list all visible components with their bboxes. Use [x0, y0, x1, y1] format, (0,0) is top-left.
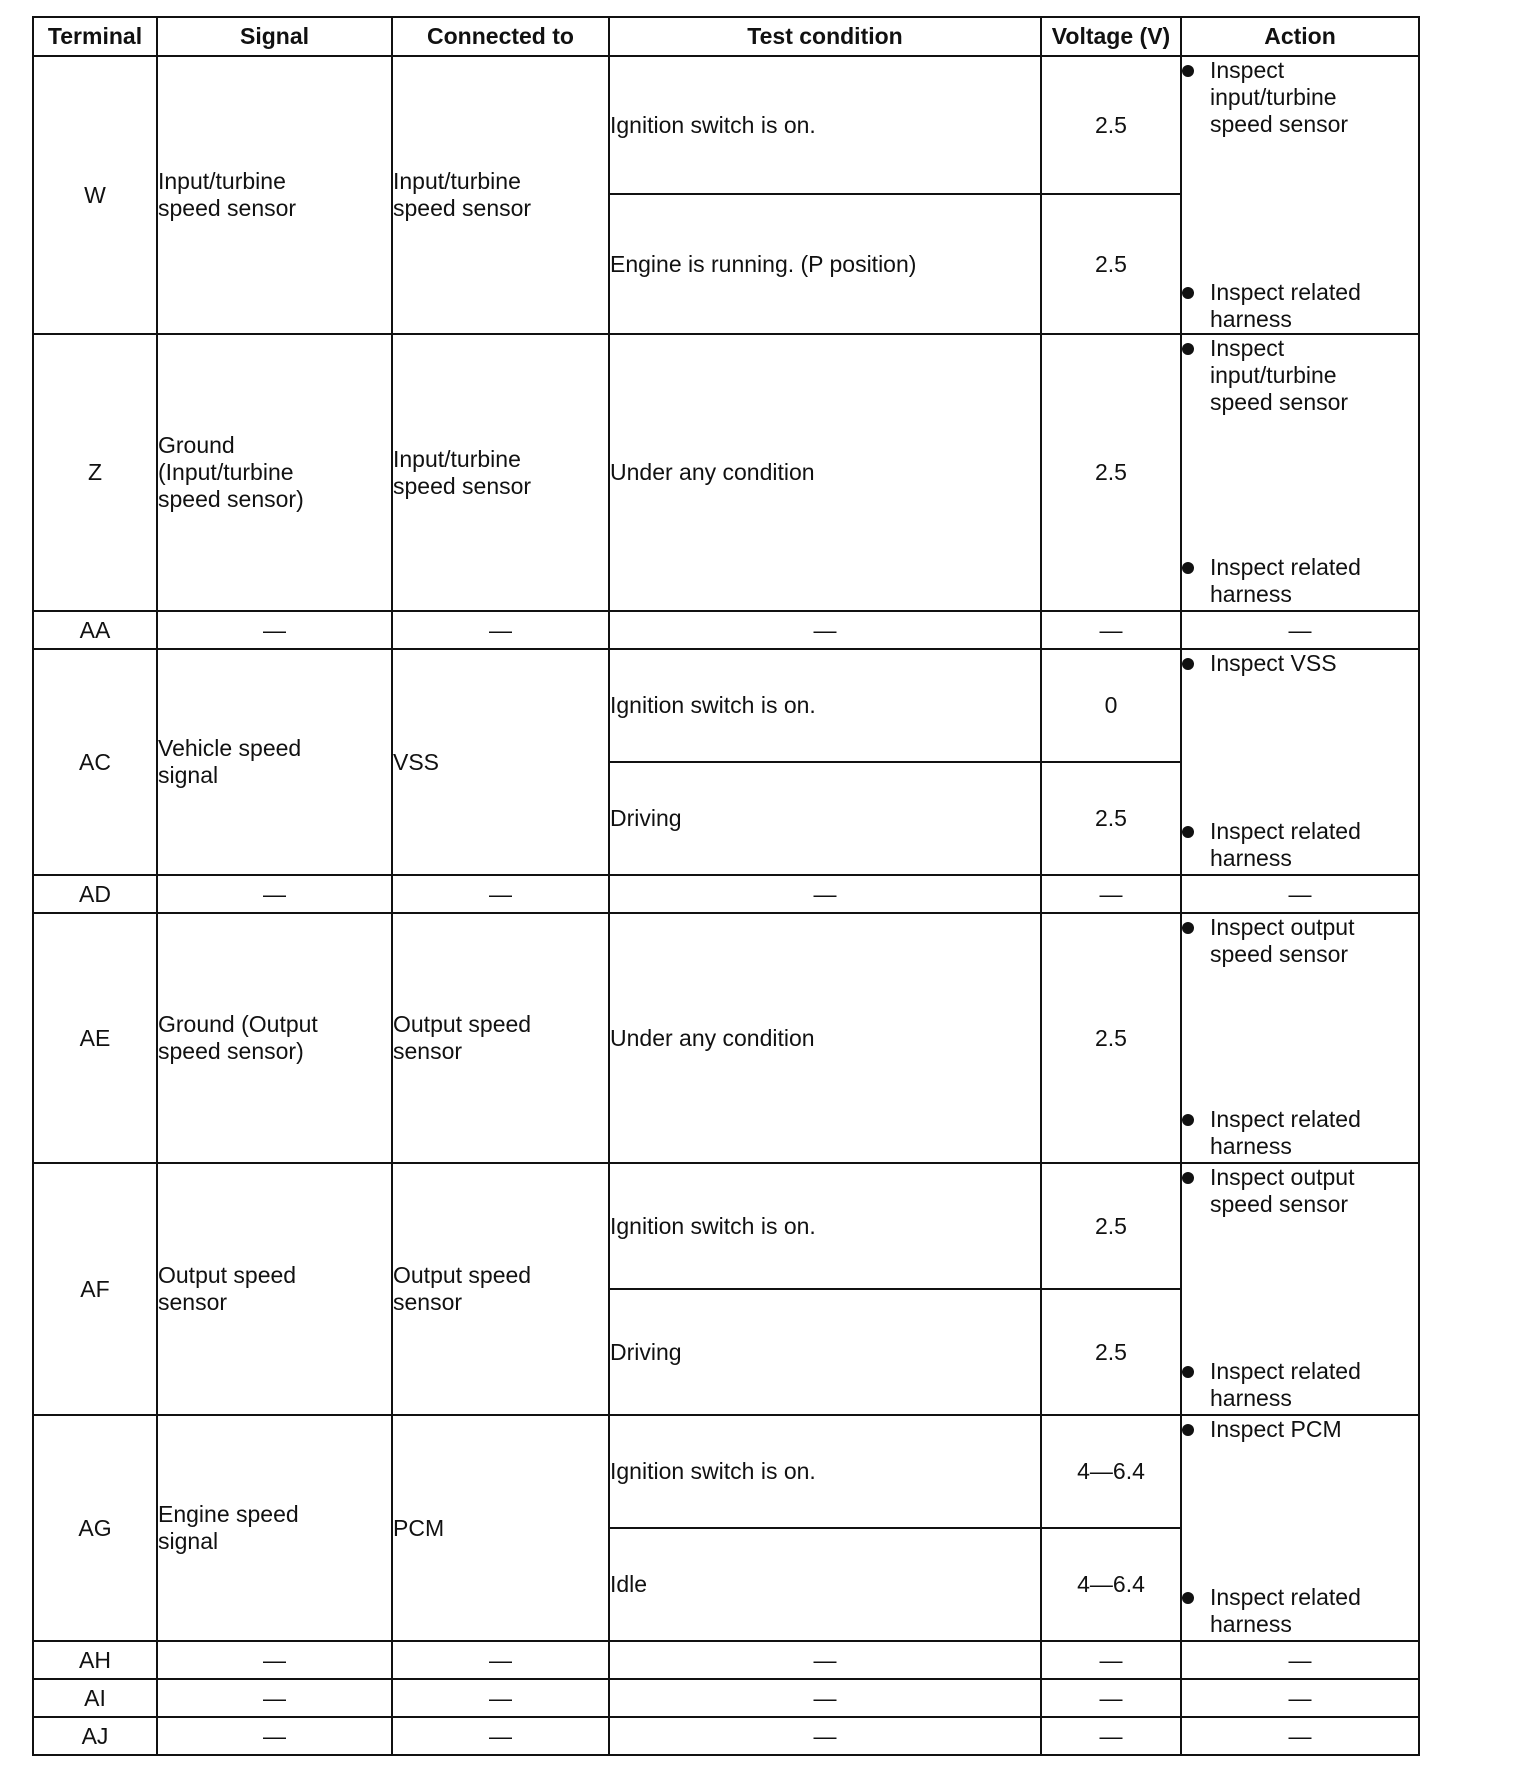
action-cell	[1181, 56, 1419, 334]
terminal-cell: AI	[33, 1679, 157, 1717]
connected-to-text: Input/turbine speed sensor	[393, 168, 532, 221]
action-cell	[1181, 649, 1419, 875]
test-condition-cell: Ignition switch is on.	[609, 1163, 1041, 1289]
table-row	[33, 611, 1419, 649]
connected-to-cell	[392, 1163, 609, 1415]
bullet-icon	[1182, 826, 1194, 838]
test-condition-cell: Driving	[609, 762, 1041, 875]
bullet-icon	[1182, 562, 1194, 574]
empty-cell: —	[1181, 1641, 1419, 1679]
bullet-icon	[1182, 1172, 1194, 1184]
voltage-cell: 4—6.4	[1041, 1415, 1181, 1528]
signal-text: Vehicle speed signal	[158, 735, 302, 788]
action-item	[1182, 914, 1418, 968]
action-text: Inspect related harness	[1210, 279, 1361, 332]
signal-text: Ground (Output speed sensor)	[158, 1011, 318, 1064]
action-text: Inspect related harness	[1210, 1106, 1361, 1159]
terminal-cell: AC	[33, 649, 157, 875]
empty-cell: —	[1041, 1717, 1181, 1755]
terminal-cell: Z	[33, 334, 157, 611]
table-row	[33, 1641, 1419, 1679]
connected-to-text: VSS	[393, 748, 440, 775]
bullet-icon	[1182, 343, 1194, 355]
table-row	[33, 913, 1419, 1163]
action-item	[1182, 1106, 1418, 1160]
table-row	[33, 1679, 1419, 1717]
terminal-spec-table	[32, 16, 1420, 1756]
bullet-icon	[1182, 922, 1194, 934]
header-voltage: Voltage (V)	[1041, 17, 1181, 56]
action-text: Inspect PCM	[1210, 1416, 1342, 1442]
action-cell	[1181, 913, 1419, 1163]
action-cell	[1181, 1163, 1419, 1415]
terminal-cell: AA	[33, 611, 157, 649]
empty-cell: —	[392, 611, 609, 649]
bullet-icon	[1182, 1366, 1194, 1378]
empty-cell: —	[609, 875, 1041, 913]
signal-cell	[157, 334, 392, 611]
empty-cell: —	[392, 1641, 609, 1679]
signal-cell	[157, 649, 392, 875]
table-row	[33, 56, 1419, 194]
action-text: Inspect related harness	[1210, 554, 1361, 607]
terminal-cell: AE	[33, 913, 157, 1163]
table-row	[33, 1163, 1419, 1289]
voltage-cell: 2.5	[1041, 762, 1181, 875]
action-text: Inspect output speed sensor	[1210, 1164, 1355, 1217]
empty-cell: —	[157, 1717, 392, 1755]
empty-cell: —	[1041, 1641, 1181, 1679]
action-item	[1182, 1416, 1418, 1443]
header-test-condition: Test condition	[609, 17, 1041, 56]
header-signal: Signal	[157, 17, 392, 56]
signal-cell	[157, 913, 392, 1163]
voltage-cell: 2.5	[1041, 194, 1181, 334]
action-text: Inspect input/turbine speed sensor	[1210, 335, 1349, 415]
terminal-cell: AF	[33, 1163, 157, 1415]
voltage-cell: 2.5	[1041, 1289, 1181, 1415]
terminal-cell: AH	[33, 1641, 157, 1679]
empty-cell: —	[157, 611, 392, 649]
empty-cell: —	[392, 875, 609, 913]
action-item	[1182, 1164, 1418, 1218]
signal-text: Engine speed signal	[158, 1501, 299, 1554]
empty-cell: —	[1041, 1679, 1181, 1717]
voltage-cell: 0	[1041, 649, 1181, 762]
terminal-cell: AG	[33, 1415, 157, 1641]
bullet-icon	[1182, 1592, 1194, 1604]
test-condition-cell: Ignition switch is on.	[609, 649, 1041, 762]
connected-to-cell	[392, 334, 609, 611]
table-row	[33, 334, 1419, 611]
connected-to-text: Output speed sensor	[393, 1011, 532, 1064]
voltage-cell: 2.5	[1041, 56, 1181, 194]
test-condition-cell: Ignition switch is on.	[609, 1415, 1041, 1528]
empty-cell: —	[609, 1641, 1041, 1679]
bullet-icon	[1182, 65, 1194, 77]
signal-text: Input/turbine speed sensor	[158, 168, 297, 221]
empty-cell: —	[1181, 875, 1419, 913]
empty-cell: —	[1181, 1717, 1419, 1755]
bullet-icon	[1182, 1424, 1194, 1436]
test-condition-cell: Ignition switch is on.	[609, 56, 1041, 194]
spec-sheet	[32, 16, 1420, 1756]
connected-to-cell	[392, 649, 609, 875]
table-row	[33, 1415, 1419, 1528]
table-row	[33, 649, 1419, 762]
bullet-icon	[1182, 658, 1194, 670]
connected-to-cell	[392, 1415, 609, 1641]
connected-to-text: Input/turbine speed sensor	[393, 445, 532, 499]
empty-cell: —	[157, 1641, 392, 1679]
test-condition-cell: Engine is running. (P position)	[609, 194, 1041, 334]
action-text: Inspect related harness	[1210, 818, 1361, 871]
terminal-cell: AD	[33, 875, 157, 913]
table-row	[33, 1717, 1419, 1755]
empty-cell: —	[157, 875, 392, 913]
action-cell	[1181, 334, 1419, 611]
signal-text: Output speed sensor	[158, 1262, 297, 1315]
empty-cell: —	[609, 1679, 1041, 1717]
action-text: Inspect output speed sensor	[1210, 914, 1355, 967]
empty-cell: —	[392, 1679, 609, 1717]
table-header-row	[33, 17, 1419, 56]
action-item	[1182, 279, 1418, 333]
connected-to-text: Output speed sensor	[393, 1262, 532, 1315]
action-item	[1182, 57, 1418, 138]
test-condition-cell: Under any condition	[609, 913, 1041, 1163]
voltage-cell: 4—6.4	[1041, 1528, 1181, 1641]
header-connected-to: Connected to	[392, 17, 609, 56]
empty-cell: —	[392, 1717, 609, 1755]
action-text: Inspect VSS	[1210, 650, 1337, 676]
signal-cell	[157, 56, 392, 334]
connected-to-cell	[392, 56, 609, 334]
action-text: Inspect input/turbine speed sensor	[1210, 57, 1349, 137]
voltage-cell: 2.5	[1041, 334, 1181, 611]
action-text: Inspect related harness	[1210, 1584, 1361, 1637]
action-item	[1182, 1358, 1418, 1412]
action-item	[1182, 554, 1418, 608]
empty-cell: —	[609, 611, 1041, 649]
header-terminal: Terminal	[33, 17, 157, 56]
signal-text: Ground (Input/turbine speed sensor)	[158, 432, 304, 512]
test-condition-cell: Driving	[609, 1289, 1041, 1415]
terminal-cell: AJ	[33, 1717, 157, 1755]
empty-cell: —	[1181, 1679, 1419, 1717]
action-item	[1182, 650, 1418, 677]
test-condition-cell: Under any condition	[609, 334, 1041, 611]
header-action: Action	[1181, 17, 1419, 56]
voltage-cell: 2.5	[1041, 1163, 1181, 1289]
action-cell	[1181, 1415, 1419, 1641]
empty-cell: —	[609, 1717, 1041, 1755]
empty-cell: —	[1041, 611, 1181, 649]
signal-cell	[157, 1415, 392, 1641]
action-item	[1182, 335, 1418, 416]
voltage-cell: 2.5	[1041, 913, 1181, 1163]
action-item	[1182, 818, 1418, 872]
table-row	[33, 875, 1419, 913]
bullet-icon	[1182, 287, 1194, 299]
empty-cell: —	[157, 1679, 392, 1717]
connected-to-text: PCM	[393, 1514, 445, 1541]
test-condition-cell: Idle	[609, 1528, 1041, 1641]
action-item	[1182, 1584, 1418, 1638]
empty-cell: —	[1041, 875, 1181, 913]
action-text: Inspect related harness	[1210, 1358, 1361, 1411]
empty-cell: —	[1181, 611, 1419, 649]
signal-cell	[157, 1163, 392, 1415]
terminal-cell: W	[33, 56, 157, 334]
bullet-icon	[1182, 1114, 1194, 1126]
connected-to-cell	[392, 913, 609, 1163]
